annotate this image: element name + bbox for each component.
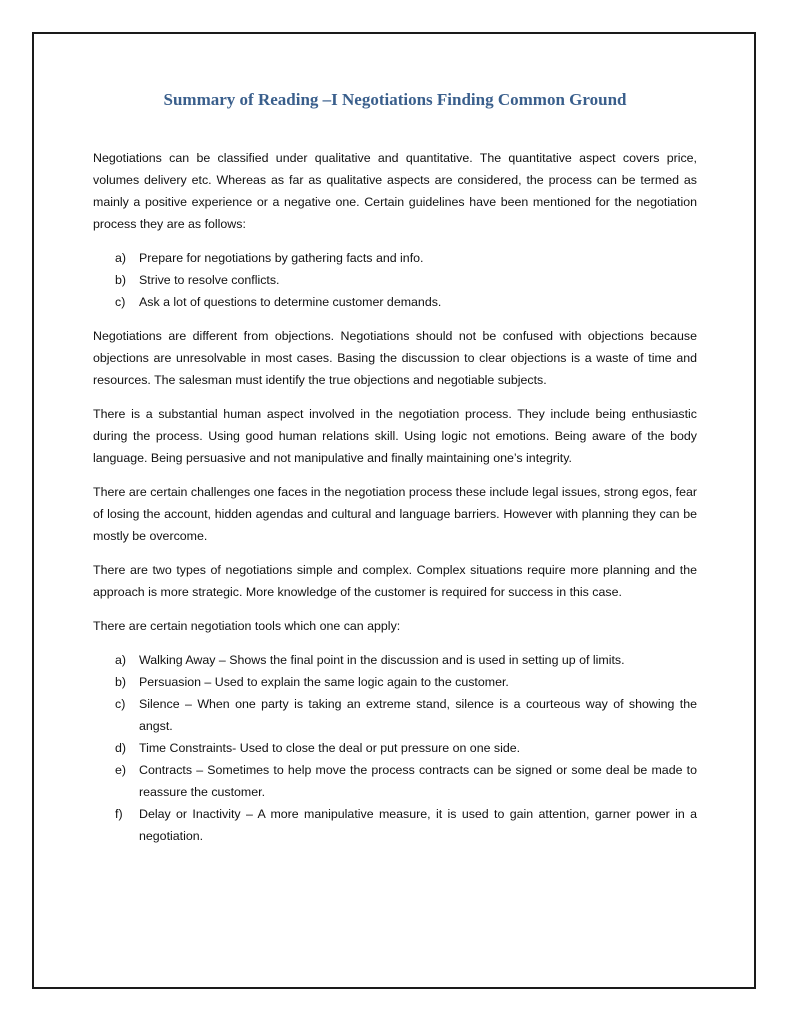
list-marker: b) xyxy=(115,675,127,689)
list-item-text: Persuasion – Used to explain the same logic again to the customer. xyxy=(139,675,509,689)
list-item xyxy=(93,803,697,847)
list-marker: e) xyxy=(115,763,127,777)
list-item xyxy=(93,693,697,737)
document-title: Summary of Reading –I Negotiations Finding Common Ground xyxy=(163,90,627,109)
list-marker: a) xyxy=(115,251,127,265)
list-marker: c) xyxy=(115,295,126,309)
list-item-text: Silence – When one party is taking an extreme stand, silence is a courteous way of showing the angst. xyxy=(139,697,697,733)
document-body xyxy=(93,88,697,859)
paragraph-tools-intro: There are certain negotiation tools which one can apply: xyxy=(93,619,401,633)
list-item-text: Time Constraints- Used to close the deal or put pressure on one side. xyxy=(139,741,521,755)
paragraph-human-aspect: There is a substantial human aspect involved in the negotiation process. They include being enthusiastic during the process. Using good human relations skill. Using logic not emotions. Being aware of the body language. Being persuasive and not manipulative and finally maintaining one’s integrity. xyxy=(93,407,697,465)
tools-list xyxy=(93,649,697,847)
list-item-text: Contracts – Sometimes to help move the process contracts can be signed or some deal be made to reassure the customer. xyxy=(139,763,697,799)
guidelines-list xyxy=(93,247,697,313)
paragraph-challenges: There are certain challenges one faces in the negotiation process these include legal issues, strong egos, fear of losing the account, hidden agendas and cultural and language barriers. However with planning they can be mostly be overcome. xyxy=(93,485,697,543)
list-marker: c) xyxy=(115,697,126,711)
list-item xyxy=(93,759,697,803)
paragraph-intro: Negotiations can be classified under qualitative and quantitative. The quantitative aspect covers price, volumes delivery etc. Whereas as far as qualitative aspects are considered, the process can be termed as mainly a positive experience or a negative one. Certain guidelines have been mentioned for the negotiation process they are as follows: xyxy=(93,151,697,231)
list-item-text: Prepare for negotiations by gathering facts and info. xyxy=(139,251,424,265)
list-item xyxy=(93,269,697,291)
list-item xyxy=(93,737,697,759)
list-item-text: Strive to resolve conflicts. xyxy=(139,273,280,287)
list-item xyxy=(93,247,697,269)
list-item-text: Ask a lot of questions to determine customer demands. xyxy=(139,295,442,309)
list-item-text: Walking Away – Shows the final point in the discussion and is used in setting up of limits. xyxy=(139,653,625,667)
list-marker: b) xyxy=(115,273,127,287)
list-marker: d) xyxy=(115,741,127,755)
list-item xyxy=(93,649,697,671)
list-marker: a) xyxy=(115,653,127,667)
paragraph-objections: Negotiations are different from objections. Negotiations should not be confused with objections because objections are unresolvable in most cases. Basing the discussion to clear objections is a waste of time and resources. The salesman must identify the true objections and negotiable subjects. xyxy=(93,329,697,387)
list-item xyxy=(93,671,697,693)
paragraph-types: There are two types of negotiations simple and complex. Complex situations require more planning and the approach is more strategic. More knowledge of the customer is required for success in this case. xyxy=(93,563,697,599)
list-item-text: Delay or Inactivity – A more manipulative measure, it is used to gain attention, garner power in a negotiation. xyxy=(139,807,697,843)
list-marker: f) xyxy=(115,807,123,821)
list-item xyxy=(93,291,697,313)
